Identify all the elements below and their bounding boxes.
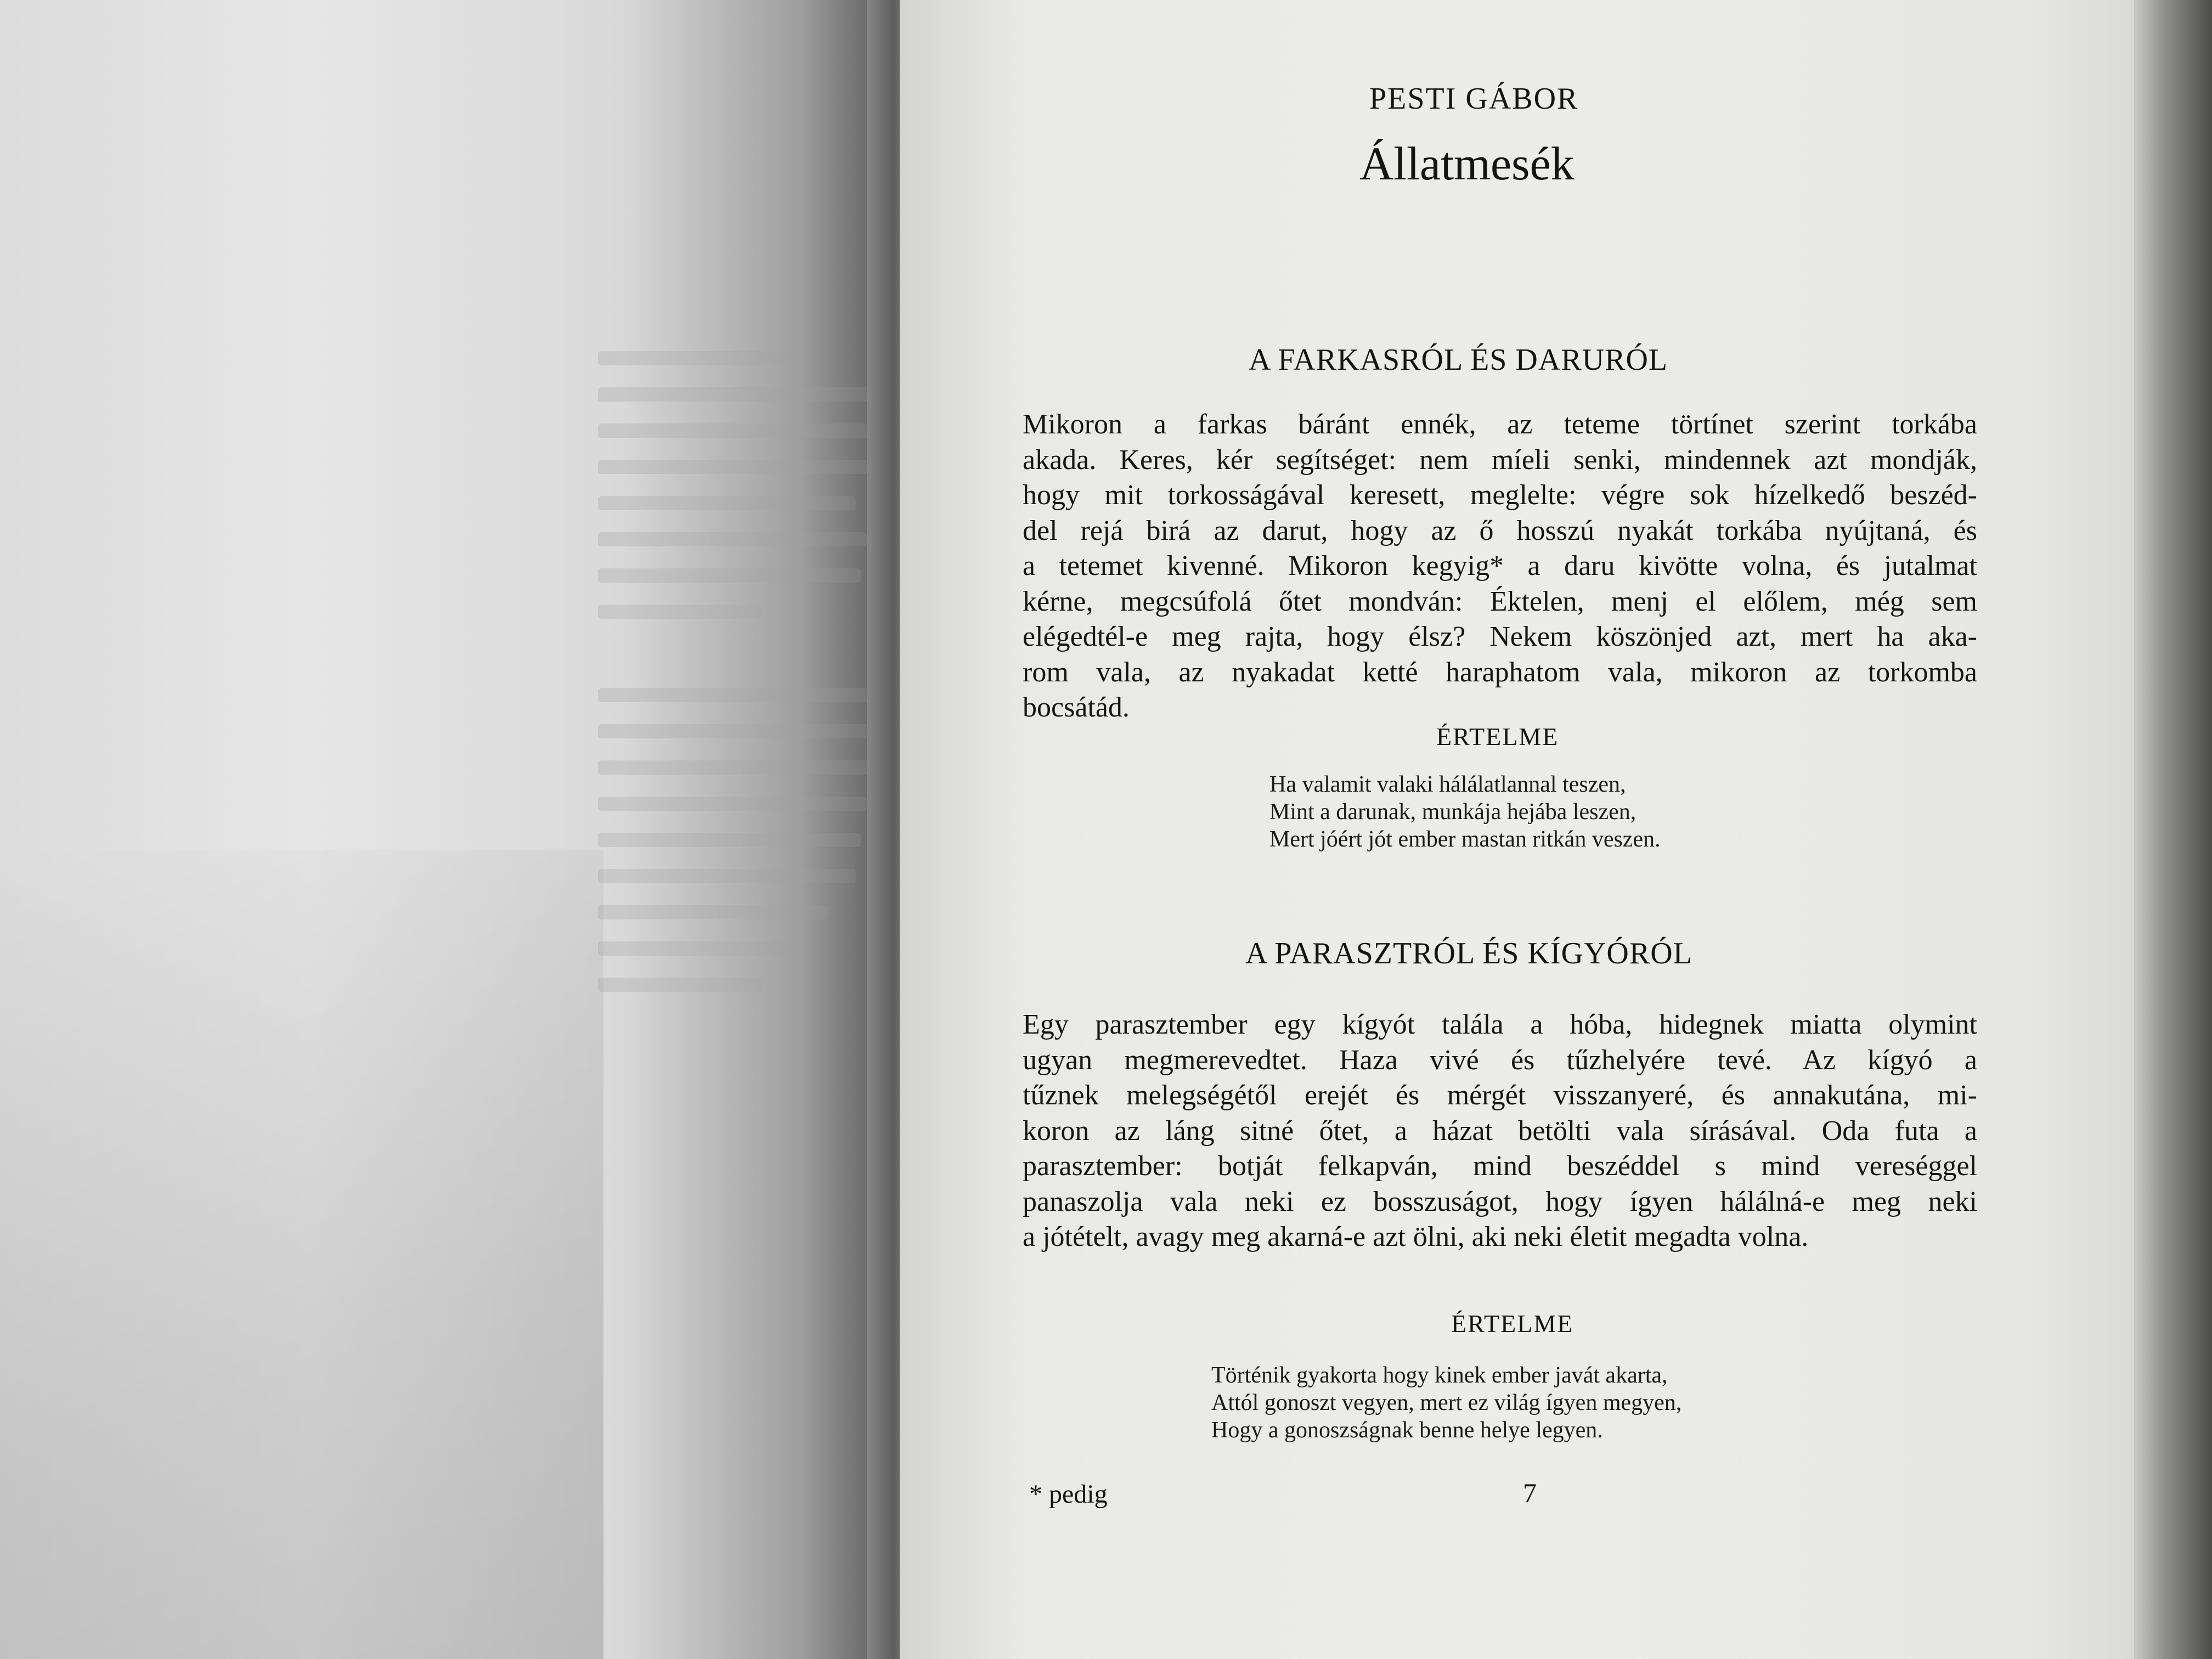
- body-line: del rejá birá az darut, hogy az ő hosszú nyakát torkába nyújtaná, és: [1023, 515, 1977, 546]
- body-line: bocsátád.: [1023, 692, 1130, 723]
- fable-heading: A FARKASRÓL ÉS DARURÓL: [1249, 343, 1668, 377]
- verse-line: Hogy a gonoszságnak benne helye legyen.: [1211, 1418, 1603, 1443]
- body-line: hogy mit torkosságával keresett, meglelte: végre sok hízelkedő beszéd-: [1023, 479, 1977, 511]
- verse-line: Mert jóért jót ember mastan ritkán veszen.: [1269, 827, 1661, 852]
- moral-heading: ÉRTELME: [1451, 1310, 1574, 1338]
- moral-verse: [1269, 771, 1661, 853]
- body-line: Egy parasztember egy kígyót talála a hóba, hidegnek miatta olymint: [1023, 1009, 1977, 1040]
- verse-line: Mint a darunak, munkája hejába leszen,: [1269, 799, 1637, 825]
- body-line: koron az láng sitné őtet, a házat betölti vala sírásával. Oda futa a: [1023, 1115, 1977, 1147]
- body-line: rom vala, az nyakadat ketté haraphatom vala, mikoron az torkomba: [1023, 656, 1977, 688]
- fable-heading: A PARASZTRÓL ÉS KÍGYÓRÓL: [1245, 936, 1692, 970]
- body-line: panaszolja vala neki ez bosszuságot, hogy ígyen hálálná-e meg neki: [1023, 1186, 1977, 1217]
- page-number: 7: [1523, 1477, 1537, 1508]
- page-stack-edge: [2134, 0, 2212, 1659]
- body-line: parasztember: botját felkapván, mind beszéddel s mind vereséggel: [1023, 1150, 1977, 1182]
- verse-line: Ha valamit valaki hálálatlannal teszen,: [1269, 772, 1626, 797]
- verse-line: Attól gonoszt vegyen, mert ez világ ígyen megyen,: [1211, 1390, 1682, 1415]
- moral-heading: ÉRTELME: [1436, 723, 1559, 751]
- fable-body: [1023, 1007, 1977, 1255]
- body-line: kérne, megcsúfolá őtet mondván: Éktelen, menj el előlem, még sem: [1023, 585, 1977, 617]
- book-title: Állatmesék: [1359, 137, 1575, 190]
- body-line: a tetemet kivenné. Mikoron kegyig* a daru kivötte volna, és jutalmat: [1023, 550, 1977, 582]
- left-page-shadow: [0, 850, 603, 1659]
- body-line: akada. Keres, kér segítséget: nem míeli senki, mindennek azt mondják,: [1023, 444, 1977, 476]
- fable-body: [1023, 407, 1977, 726]
- verse-line: Történik gyakorta hogy kinek ember javát akarta,: [1211, 1363, 1668, 1388]
- body-line: tűznek melegségétől erejét és mérgét visszanyeré, és annakutána, mi-: [1023, 1080, 1977, 1111]
- body-line: a jótételt, avagy meg akarná-e azt ölni, aki neki életit megadta volna.: [1023, 1221, 1809, 1252]
- author-name: PESTI GÁBOR: [1369, 82, 1579, 116]
- left-page: [0, 0, 889, 1659]
- body-line: elégedtél-e meg rajta, hogy élsz? Nekem köszönjed azt, mert ha aka-: [1023, 621, 1977, 652]
- body-line: Mikoron a farkas báránt ennék, az teteme törtínet szerint torkába: [1023, 409, 1977, 440]
- body-line: ugyan megmerevedtet. Haza vivé és tűzhelyére tevé. Az kígyó a: [1023, 1044, 1977, 1076]
- footnote: * pedig: [1029, 1480, 1108, 1509]
- bleed-through-text: [598, 351, 883, 1014]
- moral-verse: [1211, 1362, 1681, 1444]
